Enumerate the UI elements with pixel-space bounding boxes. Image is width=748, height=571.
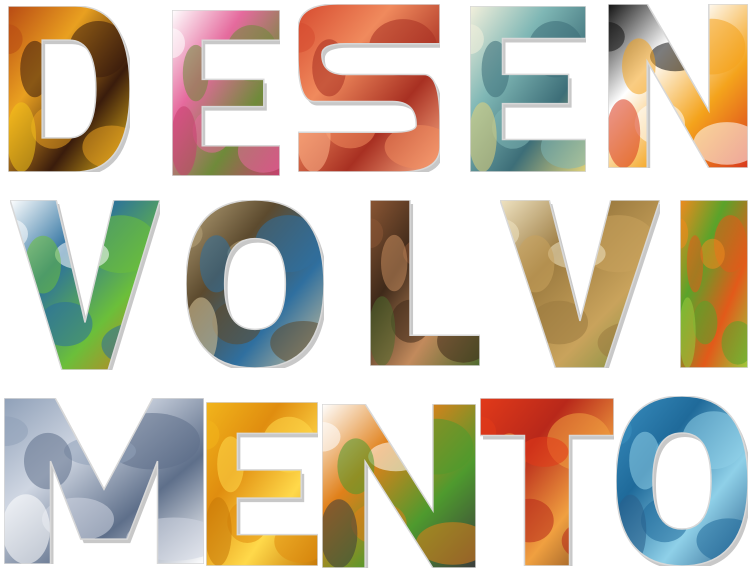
letter-glyph (616, 396, 748, 566)
letter-glyph (4, 398, 204, 564)
letter-glyph (298, 4, 440, 172)
letter-glyph (172, 10, 280, 176)
letter-glyph (370, 200, 480, 366)
letter-n-bird-and-butterfly-photo (322, 404, 476, 568)
letter-e-corn-kernels-photo (206, 402, 318, 566)
letter-glyph (10, 200, 160, 370)
letter-n-toucan-photo (608, 4, 748, 168)
letter-v-gemstones-photo (10, 200, 160, 370)
letter-m-river-dolphin-photo (4, 398, 204, 564)
letter-o-owl-butterfly-photo (186, 200, 324, 368)
letter-glyph (186, 200, 324, 368)
letter-glyph (680, 200, 748, 368)
letter-i-green-leaves-photo (680, 200, 748, 368)
letter-glyph (608, 4, 748, 168)
letter-glyph (322, 404, 476, 568)
letter-glyph (206, 402, 318, 566)
letter-glyph (500, 200, 660, 368)
letter-l-indigenous-boy-photo (370, 200, 480, 366)
letter-glyph (470, 6, 586, 172)
letter-o-water-pool-photo (616, 396, 748, 566)
letter-s-monkey-face-photo (298, 4, 440, 172)
letter-t-red-starfish-photo (480, 398, 614, 566)
letter-d-child-face-photo (8, 6, 130, 172)
letter-e-pink-orchid-photo (172, 10, 280, 176)
letter-glyph (8, 6, 130, 172)
letter-glyph (480, 398, 614, 566)
letter-v-armadillo-photo (500, 200, 660, 368)
letter-e-tropical-fish-photo (470, 6, 586, 172)
